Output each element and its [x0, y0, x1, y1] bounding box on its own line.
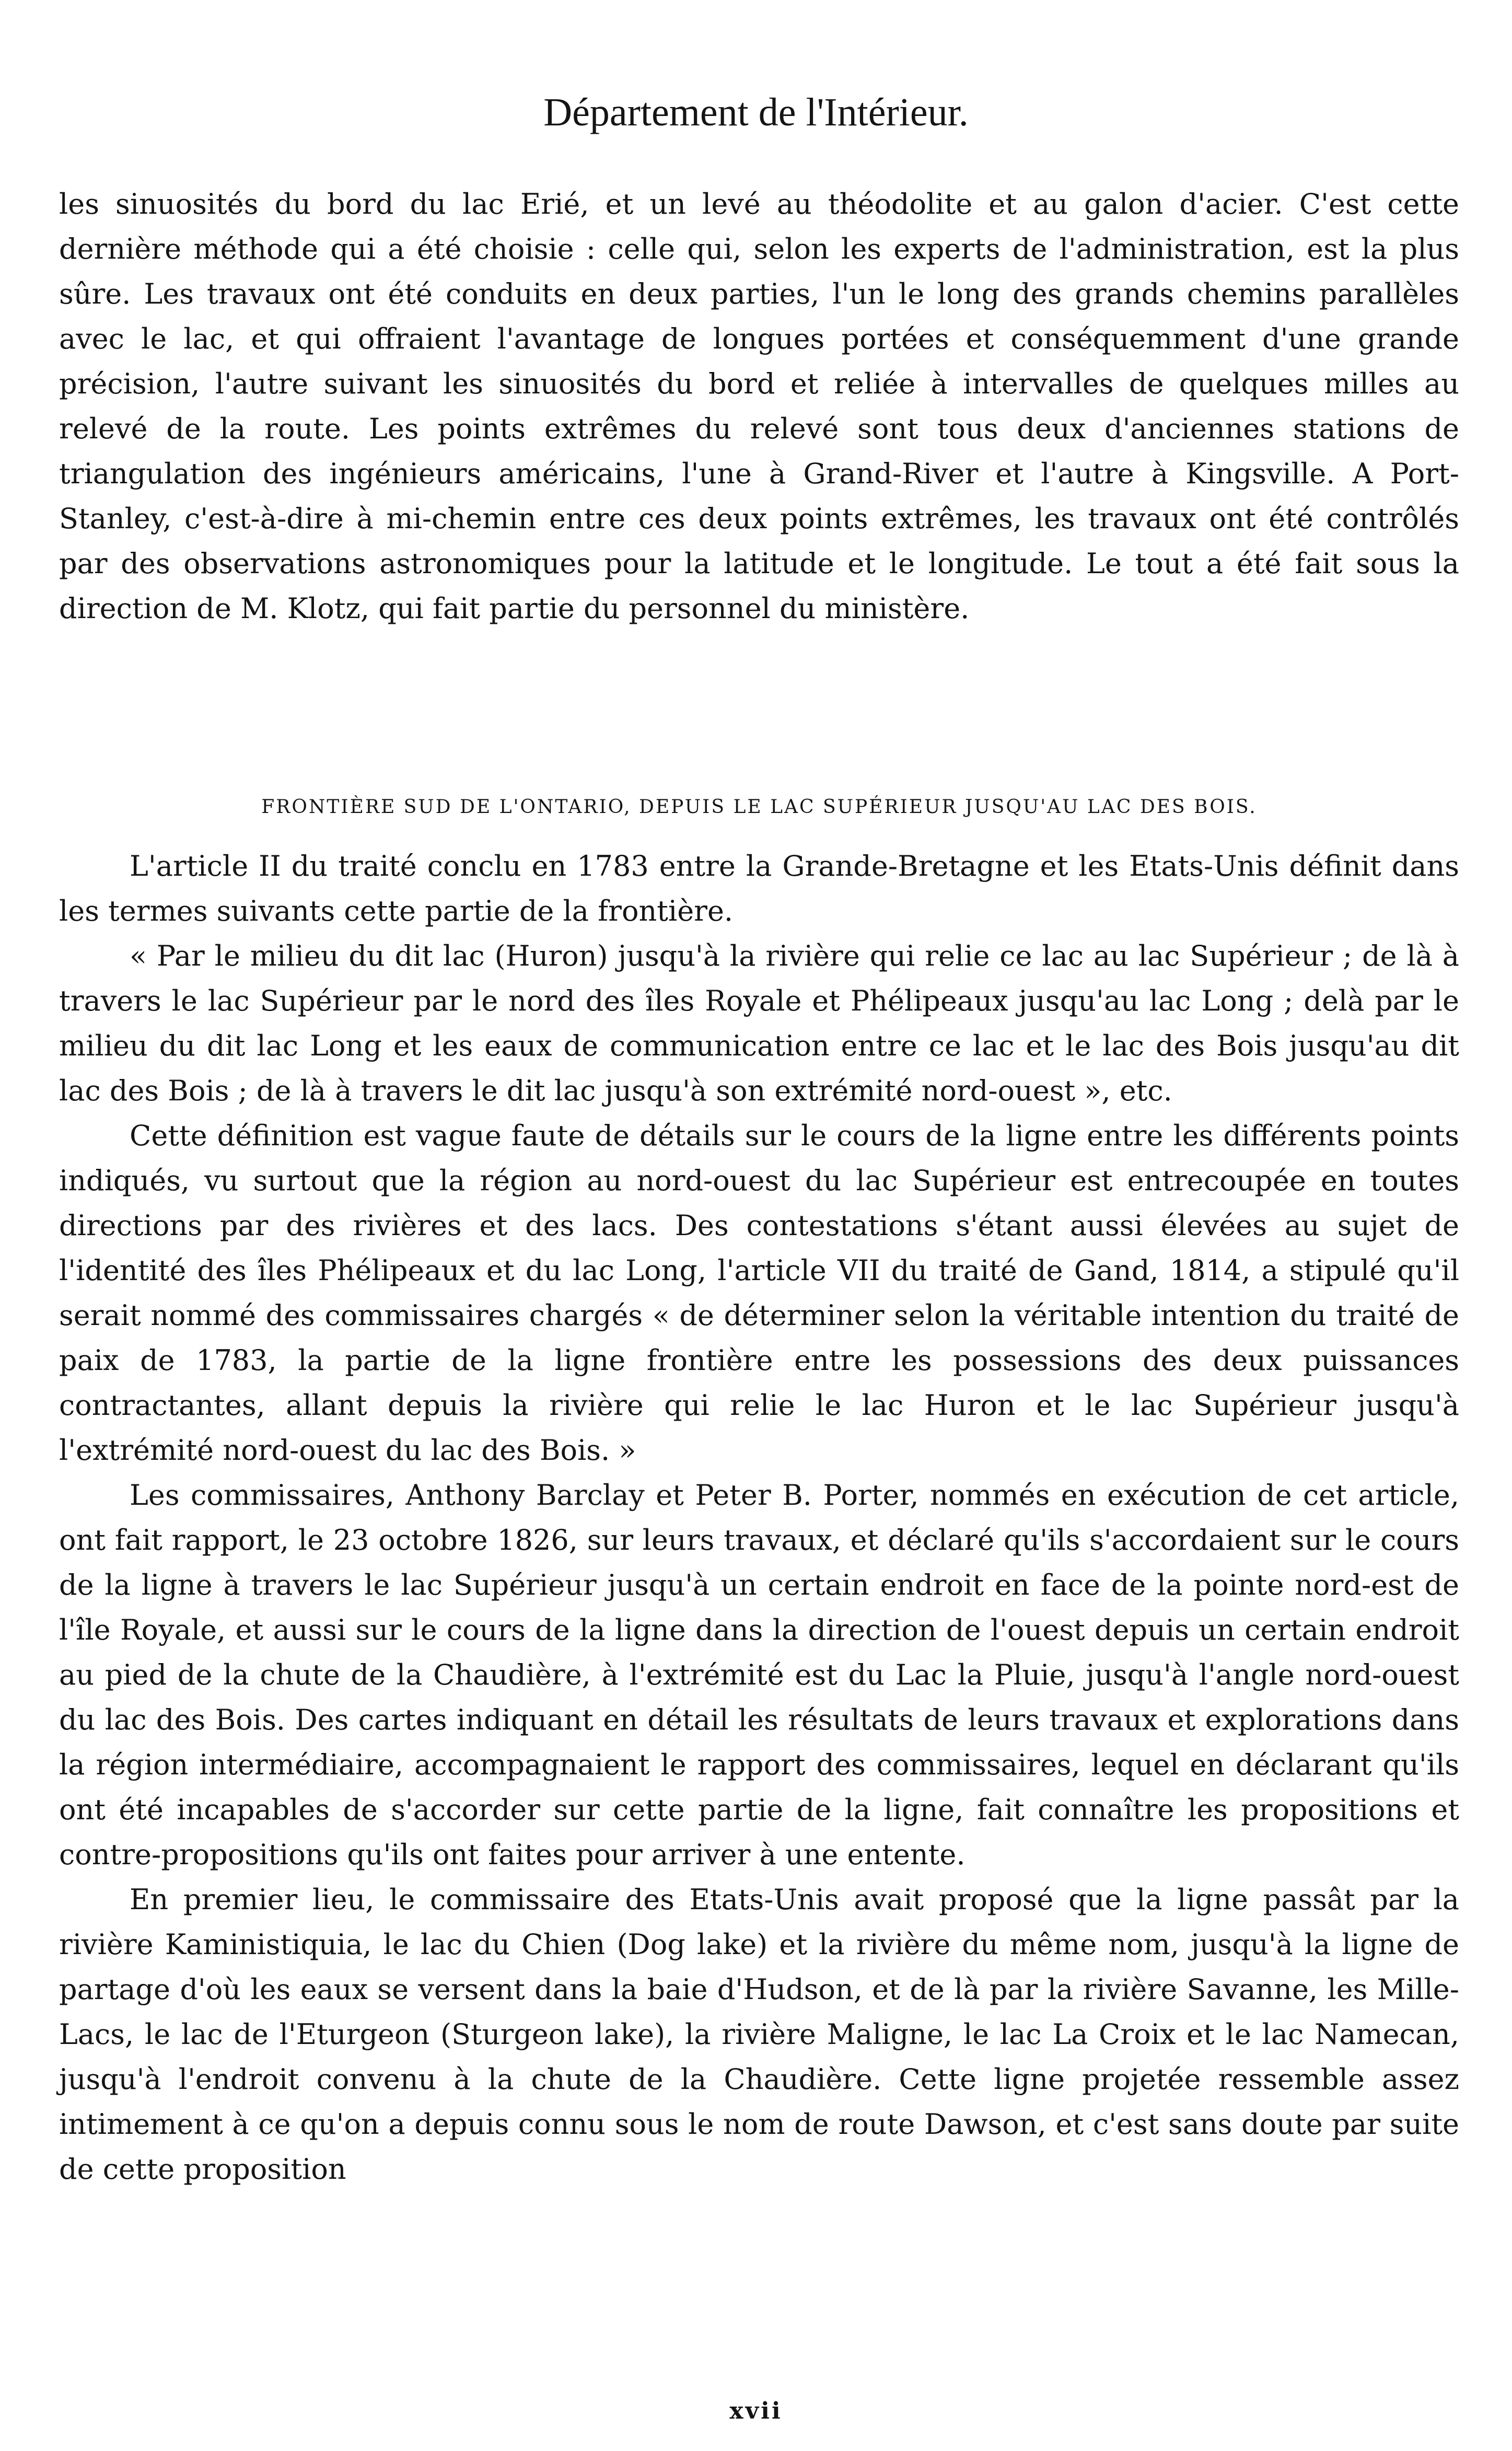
paragraph-commissioners: Les commissaires, Anthony Barclay et Peter B. Porter, nommés en exécution de cet article, ont fait rapport, le 23 octobre 1826, sur leurs travaux, et déclaré qu'ils s'accordaient sur le cours de la ligne à travers le lac Supérieur jusqu'à un certain endroit en face de la pointe nord-est de l'île Royale, et aussi sur le cours de la ligne dans la direction de l'ouest depuis un certain endroit au pied de la chute de la Chaudière, à l'extrémité est du Lac la Pluie, jusqu'à l'angle nord-ouest du lac des Bois. Des cartes indiquant en détail les résultats de leurs travaux et explorations dans la région intermédiaire, accompagnaient le rapport des commissaires, lequel en déclarant qu'ils ont été incapables de s'accorder sur cette partie de la ligne, fait connaître les propositions et contre-propositions qu'ils ont faites pour arriver à une entente.: [59, 1479, 1459, 1871]
paragraph-treaty-article: L'article II du traité conclu en 1783 entre la Grande-Bretagne et les Etats-Unis définit dans les termes suivants cette partie de la frontière.: [59, 850, 1459, 927]
section-text-block: [59, 844, 1459, 2192]
section-heading: FRONTIÈRE SUD DE L'ONTARIO, DEPUIS LE LAC SUPÉRIEUR JUSQU'AU LAC DES BOIS.: [261, 796, 1257, 818]
intro-text-block: [59, 182, 1459, 631]
page-number: xvii: [729, 2398, 783, 2424]
intro-paragraph: les sinuosités du bord du lac Erié, et un levé au théodolite et au galon d'acier. C'est cette dernière méthode qui a été choisie : celle qui, selon les experts de l'administration, est la plus sûre. Les travaux ont été conduits en deux parties, l'un le long des grands chemins parallèles avec le lac, et qui offraient l'avantage de longues portées et conséquemment d'une grande précision, l'autre suivant les sinuosités du bord et reliée à intervalles de quelques milles au relevé de la route. Les points extrêmes du relevé sont tous deux d'anciennes stations de triangulation des ingénieurs américains, l'une à Grand-River et l'autre à Kingsville. A Port-Stanley, c'est-à-dire à mi-chemin entre ces deux points extrêmes, les travaux ont été contrôlés par des observations astronomiques pour la latitude et le longitude. Le tout a été fait sous la direction de M. Klotz, qui fait partie du personnel du ministère.: [59, 188, 1459, 625]
paragraph-first-proposal: En premier lieu, le commissaire des Etats-Unis avait proposé que la ligne passât par la rivière Kaministiquia, le lac du Chien (Dog lake) et la rivière du même nom, jusqu'à la ligne de partage d'où les eaux se versent dans la baie d'Hudson, et de là par la rivière Savanne, les Mille-Lacs, le lac de l'Eturgeon (Sturgeon lake), la rivière Maligne, le lac La Croix et le lac Namecan, jusqu'à l'endroit convenu à la chute de la Chaudière. Cette ligne projetée ressemble assez intimement à ce qu'on a depuis connu sous le nom de route Dawson, et c'est sans doute par suite de cette proposition: [59, 1883, 1459, 2186]
running-title: Département de l'Intérieur.: [543, 90, 969, 134]
paragraph-definition: Cette définition est vague faute de détails sur le cours de la ligne entre les différents points indiqués, vu surtout que la région au nord-ouest du lac Supérieur est entrecoupée en toutes directions par des rivières et des lacs. Des contestations s'étant aussi élevées au sujet de l'identité des îles Phélipeaux et du lac Long, l'article VII du traité de Gand, 1814, a stipulé qu'il serait nommé des commissaires chargés « de déterminer selon la véritable intention du traité de paix de 1783, la partie de la ligne frontière entre les possessions des deux puissances contractantes, allant depuis la rivière qui relie le lac Huron et le lac Supérieur jusqu'à l'extrémité nord-ouest du lac des Bois. »: [59, 1119, 1459, 1467]
paragraph-treaty-quote: « Par le milieu du dit lac (Huron) jusqu'à la rivière qui relie ce lac au lac Supérieur ; de là à travers le lac Supérieur par le nord des îles Royale et Phélipeaux jusqu'au lac Long ; delà par le milieu du dit lac Long et les eaux de communication entre ce lac et le lac des Bois jusqu'au dit lac des Bois ; de là à travers le dit lac jusqu'à son extrémité nord-ouest », etc.: [59, 939, 1459, 1107]
